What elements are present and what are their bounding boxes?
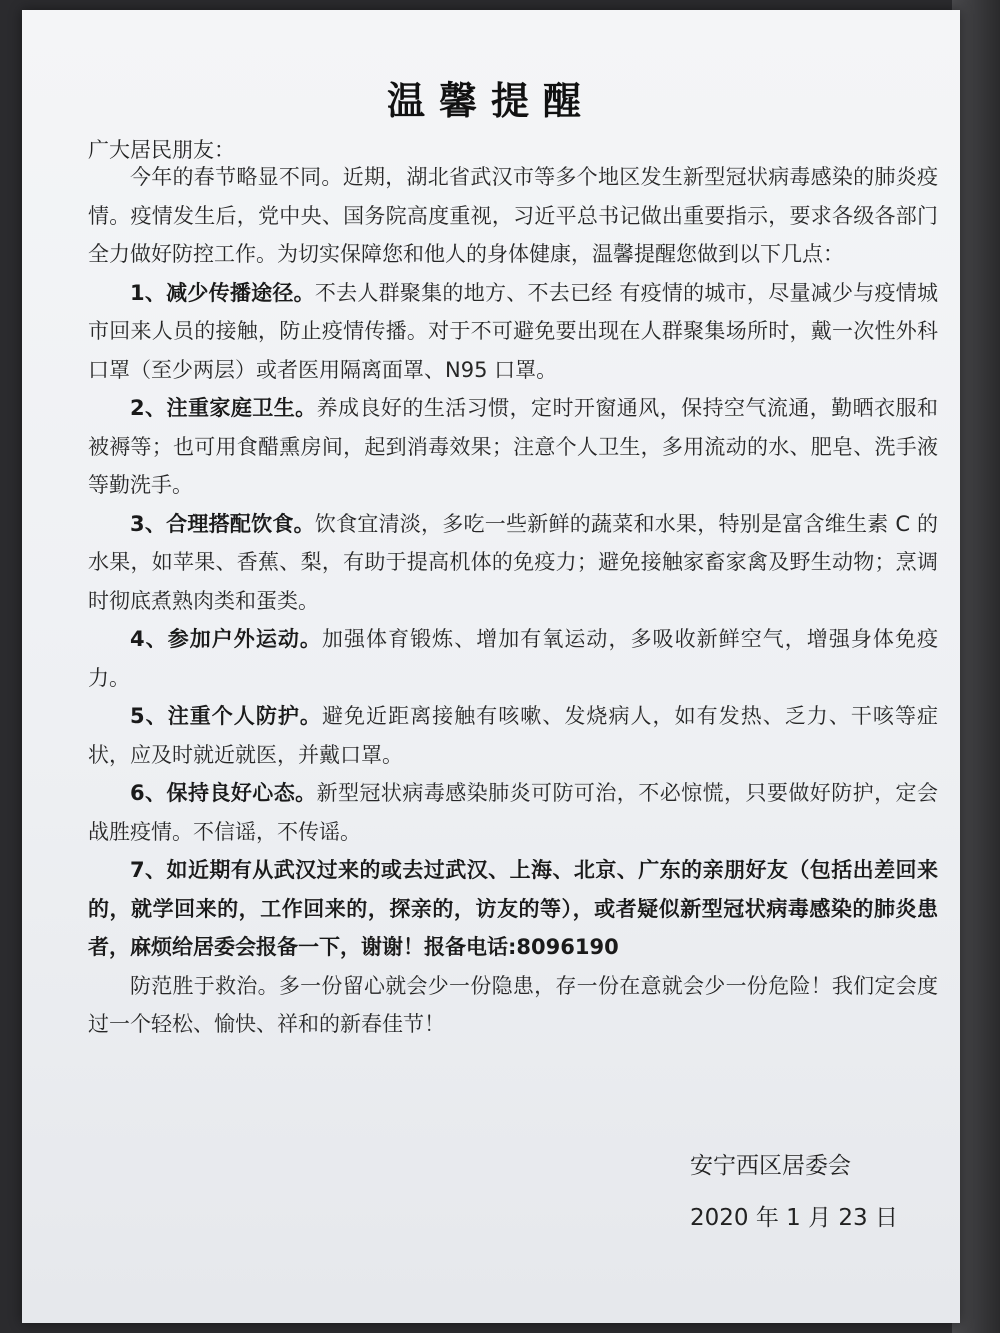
notice-paper [22, 10, 960, 1323]
item-2-text: 养成良好的生活习惯，定时开窗通风，保持空气流通，勤晒衣服和被褥等；也可用食醋熏房间，起到消毒效果；注意个人卫生，多用流动的水、肥皂、洗手液等勤洗手。 [88, 396, 938, 497]
greeting: 广大居民朋友： [88, 138, 235, 162]
item-4-text: 加强体育锻炼、增加有氧运动，多吸收新鲜空气，增强身体免疫力。 [88, 627, 938, 690]
signature-date: 2020 年 1 月 23 日 [690, 1205, 898, 1231]
item-4-heading: 4、参加户外运动。 [130, 627, 322, 651]
item-2-heading: 2、注重家庭卫生。 [130, 396, 317, 420]
notice-title: 温馨提醒 [386, 79, 595, 123]
item-5-text: 避免近距离接触有咳嗽、发烧病人，如有发热、乏力、干咳等症状，应及时就近就医，并戴口罩。 [88, 704, 938, 767]
item-3-text: 饮食宜清淡，多吃一些新鲜的蔬菜和水果，特别是富含维生素 C 的水果，如苹果、香蕉、梨，有助于提高机体的免疫力；避免接触家畜家禽及野生动物；烹调时彻底煮熟肉类和蛋类。 [88, 511, 938, 613]
signature-organization: 安宁西区居委会 [690, 1153, 851, 1179]
item-5 [88, 697, 938, 774]
item-1-heading: 1、减少传播途径。 [130, 280, 315, 305]
item-3-heading: 3、合理搭配饮食。 [130, 511, 315, 536]
item-5-heading: 5、注重个人防护。 [130, 704, 322, 728]
notice-body [88, 158, 938, 1044]
item-6-text: 新型冠状病毒感染肺炎可防可治，不必惊慌，只要做好防护，定会战胜疫情。不信谣，不传谣。 [88, 781, 938, 844]
item-1 [88, 274, 938, 390]
intro-paragraph: 今年的春节略显不同。近期，湖北省武汉市等多个地区发生新型冠状病毒感染的肺炎疫情。疫情发生后，党中央、国务院高度重视，习近平总书记做出重要指示，要求各级各部门全力做好防控工作。为切实保障您和他人的身体健康，温馨提醒您做到以下几点： [88, 165, 938, 266]
item-7: 7、如近期有从武汉过来的或去过武汉、上海、北京、广东的亲朋好友（包括出差回来的，就学回来的，工作回来的，探亲的，访友的等），或者疑似新型冠状病毒感染的肺炎患者，麻烦给居委会报备一下，谢谢！报备电话:8096190 [88, 858, 938, 959]
item-4 [88, 620, 938, 697]
signature-block [690, 1140, 898, 1244]
item-2 [88, 389, 938, 505]
item-6-heading: 6、保持良好心态。 [130, 781, 317, 805]
closing-paragraph: 防范胜于救治。多一份留心就会少一份隐患，存一份在意就会少一份危险！我们定会度过一个轻松、愉快、祥和的新春佳节！ [88, 973, 938, 1036]
item-1-text: 不去人群聚集的地方、不去已经 有疫情的城市，尽量减少与疫情城市回来人员的接触，防止疫情传播。对于不可避免要出现在人群聚集场所时，戴一次性外科口罩（至少两层）或者医用隔离面罩、N95 口罩。 [88, 280, 938, 382]
item-6 [88, 774, 938, 851]
item-3 [88, 505, 938, 621]
